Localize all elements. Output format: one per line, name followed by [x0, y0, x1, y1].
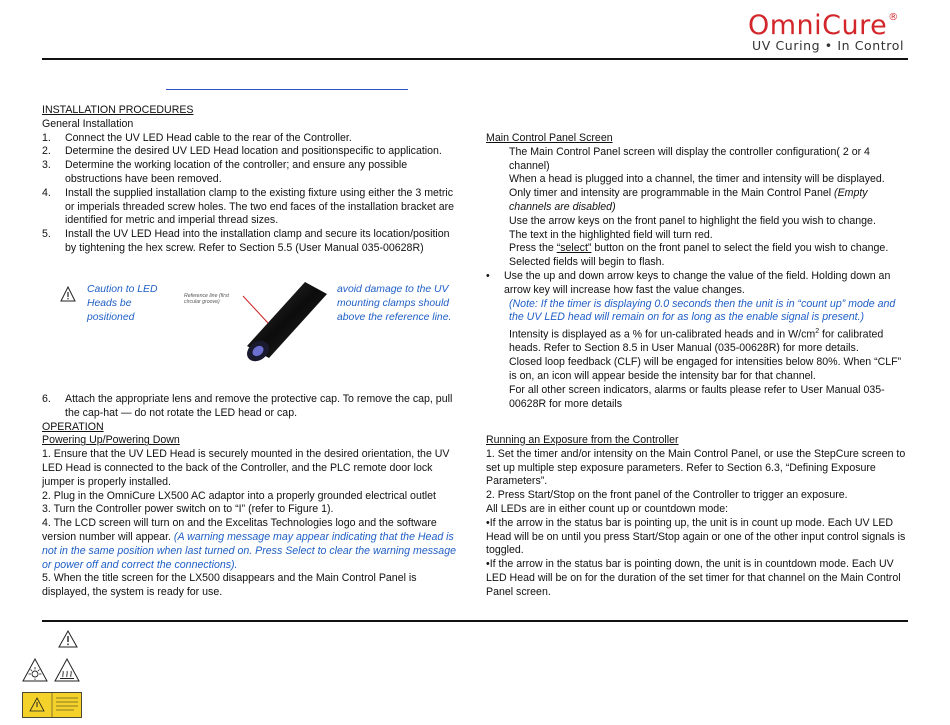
intensity-span: Intensity is displayed as a % for un-calibrated heads and in W/cm: [509, 328, 816, 341]
header-rule: [42, 58, 908, 60]
logo-name: OmniCure: [748, 10, 888, 41]
mcp-text-span: button on the front panel to select the field you wish to change.: [591, 242, 889, 255]
op-step-text: 4. The LCD screen will turn on and the Excelitas Technologies logo and the software version number will appear.: [42, 517, 437, 543]
blue-underline: [166, 89, 408, 90]
bullet-mark: •: [486, 269, 490, 282]
uv-radiation-icon: [22, 658, 48, 682]
superscript: 2: [815, 328, 820, 336]
mcp-heading: Main Control Panel Screen: [486, 132, 613, 144]
installation-section: [42, 104, 462, 256]
install-step: [42, 228, 462, 256]
running-exposure-section: [486, 434, 906, 600]
warning-triangle-icon: [58, 630, 78, 648]
power-subheading: Powering Up/Powering Down: [42, 434, 180, 447]
general-installation-subheading: General Installation: [42, 117, 134, 130]
run-step: 2. Press Start/Stop on the front panel of the Controller to trigger an exposure.: [486, 489, 848, 502]
caution-text-right: avoid damage to the UV mounting clamps should above the reference line.: [337, 284, 452, 323]
step-text: Determine the working location of the controller; and ensure any possible obstructions have been removed.: [65, 159, 408, 185]
step-number: 6.: [42, 393, 51, 405]
select-word: “select”: [556, 242, 592, 255]
count-up-note: (Note: If the timer is displaying 0.0 seconds then the unit is in “count up” mode and the UV LED head will remain on for as long as the enable signal is present.): [509, 297, 896, 324]
reference-line-label: Reference line (first circular groove): [184, 293, 229, 305]
run-heading: Running an Exposure from the Controller: [486, 434, 679, 446]
install-step: [42, 132, 462, 146]
logo-reg: ®: [888, 12, 899, 23]
mcp-text: Use the arrow keys on the front panel to highlight the field you wish to change.: [509, 214, 876, 227]
step-number: 3.: [42, 159, 51, 172]
op-step: 5. When the title screen for the LX500 disappears and the Main Control Panel is displayed, the system is ready for use.: [42, 572, 417, 599]
step-text: Install the supplied installation clamp to the existing fixture using either the 3 metric or imperials threaded screw holes. The two end faces of the installation bracket are identified for metric and imperial thread sizes.: [65, 186, 455, 227]
mcp-text: Selected fields will begin to flash.: [509, 256, 665, 269]
step-text: Install the UV LED Head into the installation clamp and secure its location/position by tightening the hex screw. Refer to Section 5.5 (User Manual 035-00628R): [65, 228, 450, 254]
clf-text: Closed loop feedback (CLF) will be engaged for intensities below 80%. When “CLF” is on, an icon will appear beside the intensity bar for that channel.: [509, 356, 902, 383]
intensity-text: [486, 325, 906, 356]
mcp-text: [486, 187, 906, 215]
main-control-panel-section: [486, 132, 906, 411]
step-number: 4.: [42, 186, 51, 199]
op-step: 1. Ensure that the UV LED Head is securely mounted in the desired orientation, the UV LED Head is connected to the back of the Controller, and the PLC remote door lock jumper is properly installed.: [42, 448, 450, 488]
operation-section: [42, 393, 462, 600]
logo-tagline: UV Curing • In Control: [752, 38, 905, 53]
run-step: 1. Set the timer and/or intensity on the Main Control Panel, or use the StepCure screen to set up multiple step exposure parameters. Refer to Section 6.3, “Defining Exposure Parameters”.: [486, 447, 906, 488]
install-step: [42, 393, 462, 421]
bullet-item: [486, 270, 906, 298]
run-step: •If the arrow in the status bar is pointing up, the unit is in count up mode. Each UV LED Head will be on until you press Start/Stop again or one of the other input control signals is toggled.: [486, 516, 906, 557]
mcp-text-span: Press the: [509, 242, 557, 255]
step-text: Connect the UV LED Head cable to the rear of the Controller.: [65, 131, 352, 144]
bullet-text: Use the up and down arrow keys to change the value of the field. Holding down an arrow key will increase how fast the value changes.: [504, 269, 891, 296]
safety-label-icon: [22, 692, 82, 718]
mcp-text: The text in the highlighted field will turn red.: [509, 228, 713, 241]
led-head-image: [235, 280, 330, 362]
step-text: Attach the appropriate lens and remove the protective cap. To remove the cap, pull the cap-hat — do not rotate the LED head or cap.: [65, 393, 453, 419]
mcp-text: The Main Control Panel screen will display the controller configuration( 2 or 4 channel): [509, 145, 870, 172]
run-step: •If the arrow in the status bar is pointing down, the unit is in countdown mode. Each UV LED Head will be on for the duration of the set timer for that channel on the Main Control Panel screen.: [486, 558, 901, 598]
mcp-text-span: Only timer and intensity are programmable in the Main Control Panel: [509, 187, 832, 200]
step-number: 5.: [42, 228, 51, 241]
op-step: 3. Turn the Controller power switch on to “I” (refer to Figure 1).: [42, 503, 334, 516]
installation-heading: INSTALLATION PROCEDURES: [42, 104, 194, 116]
mcp-text: [486, 242, 906, 256]
op-step-4: [42, 517, 462, 572]
operation-heading: OPERATION: [42, 420, 104, 433]
mcp-text: When a head is plugged into a channel, the timer and intensity will be displayed.: [509, 173, 885, 186]
install-step: [42, 145, 462, 159]
hot-surface-icon: [54, 658, 80, 682]
install-step: [42, 159, 462, 187]
mcp-italic: (Empty channels are disabled): [509, 187, 868, 213]
step-number: 2.: [42, 145, 51, 158]
omnicure-logo: [748, 10, 899, 41]
run-step: All LEDs are in either count up or countdown mode:: [486, 502, 729, 515]
intensity-span: for calibrated heads. Refer to Section 8.5 in User Manual (035-00628R) for more details.: [509, 328, 884, 355]
step-number: 1.: [42, 131, 51, 144]
caution-icon: [60, 286, 76, 302]
other-text: For all other screen indicators, alarms or faults please refer to User Manual 035-00628R for more details: [509, 383, 885, 410]
step-text: Determine the desired UV LED Head location and positionspecific to application.: [65, 145, 442, 158]
install-step: [42, 187, 462, 228]
footer-rule: [42, 620, 908, 622]
op-step: 2. Plug in the OmniCure LX500 AC adaptor into a properly grounded electrical outlet: [42, 489, 436, 502]
caution-text-left: Caution to LED Heads be positioned: [87, 284, 158, 323]
warning-note: (A warning message may appear indicating that the Head is not in the same position when last turned on. Press Select to clear the warning message or power off and correct the connections).: [42, 530, 456, 571]
